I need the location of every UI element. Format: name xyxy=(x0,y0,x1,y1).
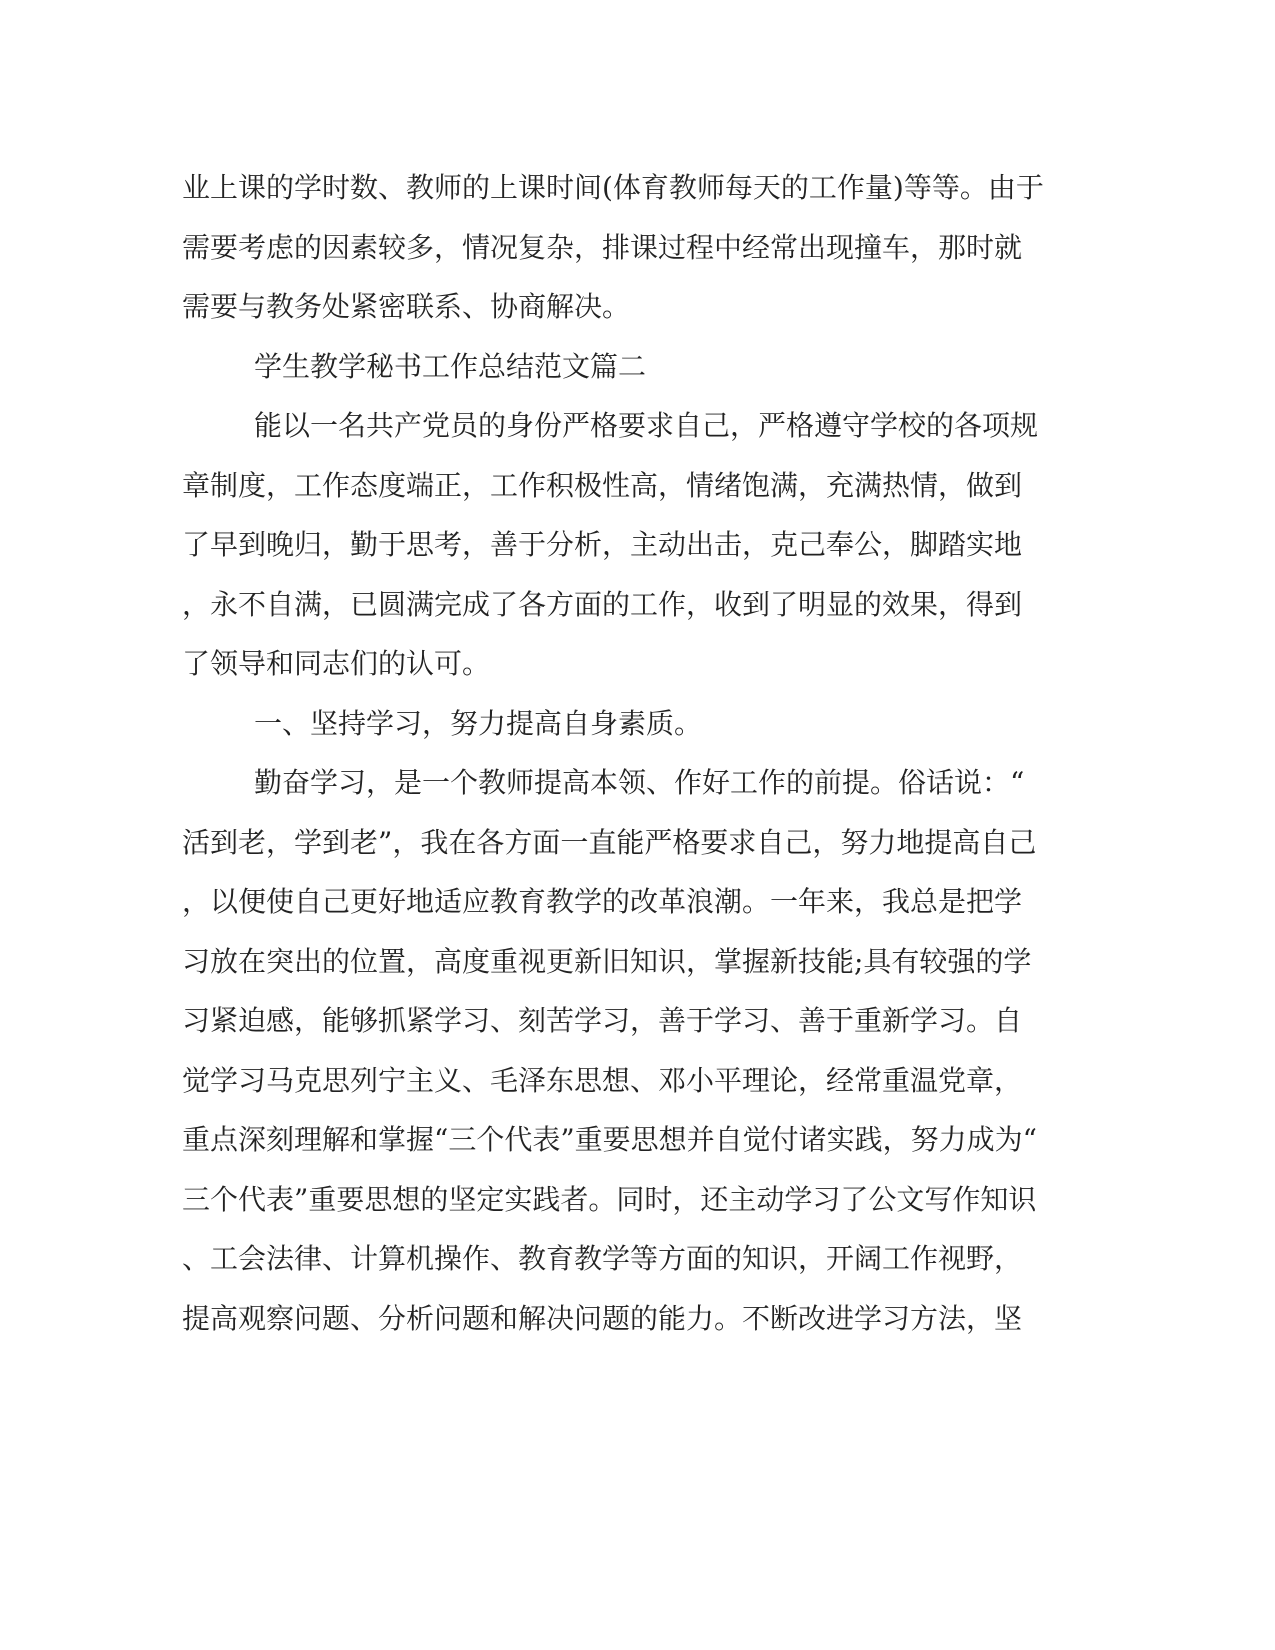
body-line: 习放在突出的位置，高度重视更新旧知识，掌握新技能;具有较强的学 xyxy=(182,944,1032,978)
body-line: ，以便使自己更好地适应教育教学的改革浪潮。一年来，我总是把学 xyxy=(182,885,1023,918)
body-line: 了领导和同志们的认可。 xyxy=(182,647,491,680)
body-line: 章制度，工作态度端正，工作积极性高，情绪饱满，充满热情，做到 xyxy=(182,468,1023,502)
body-line: 需要与教务处紧密联系、协商解决。 xyxy=(182,290,631,323)
body-line: 了早到晚归，勤于思考，善于分析，主动出击，克己奉公，脚踏实地 xyxy=(182,528,1023,561)
section-title: 学生教学秘书工作总结范文篇二 xyxy=(254,349,647,383)
body-line: 觉学习马克思列宁主义、毛泽东思想、邓小平理论，经常重温党章， xyxy=(182,1063,1023,1097)
paragraph-first-line: 能以一名共产党员的身份严格要求自己，严格遵守学校的各项规 xyxy=(254,409,1039,442)
body-line: 重点深刻理解和掌握“三个代表”重要思想并自觉付诸实践，努力成为“ xyxy=(182,1123,1037,1156)
body-line: 三个代表”重要思想的坚定实践者。同时，还主动学习了公文写作知识 xyxy=(182,1182,1037,1216)
document-body xyxy=(182,158,1042,1348)
body-line: 业上课的学时数、教师的上课时间(体育教师每天的工作量)等等。由于 xyxy=(182,171,1044,204)
body-line: 习紧迫感，能够抓紧学习、刻苦学习，善于学习、善于重新学习。自 xyxy=(182,1004,1023,1037)
body-line: 提高观察问题、分析问题和解决问题的能力。不断改进学习方法，坚 xyxy=(182,1301,1023,1335)
body-line: ，永不自满，已圆满完成了各方面的工作，收到了明显的效果，得到 xyxy=(182,587,1023,621)
body-line: 需要考虑的因素较多，情况复杂，排课过程中经常出现撞车，那时就 xyxy=(182,230,1023,264)
subsection-heading: 一、坚持学习，努力提高自身素质。 xyxy=(254,706,703,740)
body-line: 、工会法律、计算机操作、教育教学等方面的知识，开阔工作视野， xyxy=(182,1242,1023,1275)
body-line: 活到老，学到老”，我在各方面一直能严格要求自己，努力地提高自己 xyxy=(182,825,1037,859)
paragraph-first-line: 勤奋学习，是一个教师提高本领、作好工作的前提。俗话说：“ xyxy=(254,766,1025,799)
